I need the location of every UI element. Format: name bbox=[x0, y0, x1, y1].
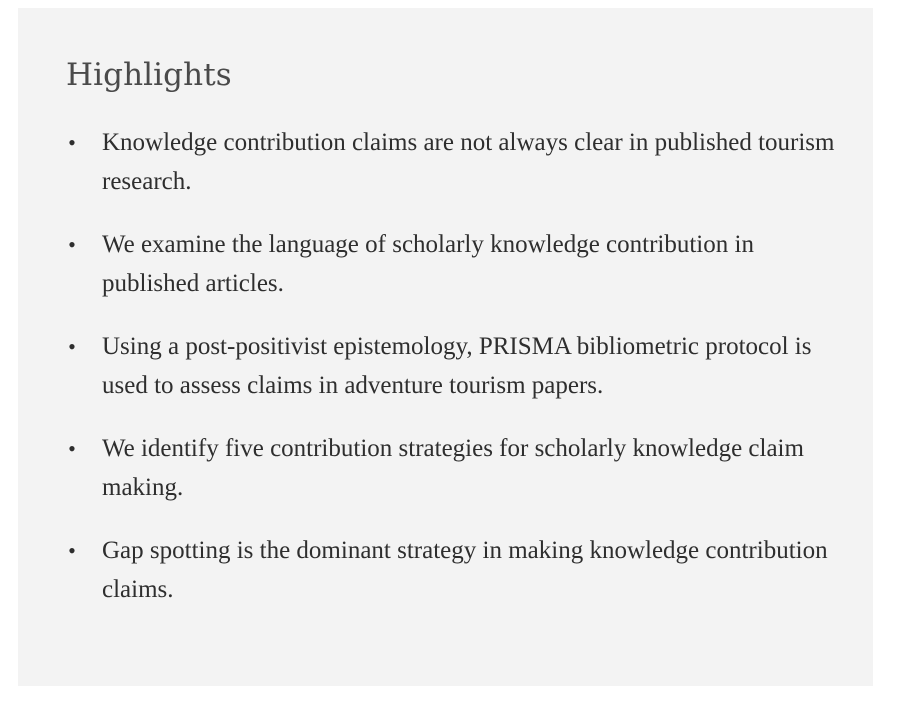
list-item-text: We examine the language of scholarly knowledge contribution in published articles. bbox=[102, 231, 754, 297]
highlights-panel bbox=[18, 8, 873, 686]
list-item-text: We identify five contribution strategies for scholarly knowledge claim making. bbox=[102, 435, 804, 501]
highlights-title: Highlights bbox=[66, 57, 232, 93]
bullet-icon: • bbox=[68, 130, 76, 155]
bullet-icon: • bbox=[68, 232, 76, 257]
bullet-icon: • bbox=[68, 538, 76, 563]
list-item-text: Gap spotting is the dominant strategy in making knowledge contribution claims. bbox=[102, 537, 828, 603]
list-item bbox=[68, 225, 842, 303]
highlights-list bbox=[68, 123, 842, 633]
list-item bbox=[68, 123, 842, 201]
list-item-text: Using a post-positivist epistemology, PRISMA bibliometric protocol is used to assess claims in adventure tourism papers. bbox=[102, 333, 812, 399]
list-item bbox=[68, 429, 842, 507]
list-item bbox=[68, 531, 842, 609]
list-item bbox=[68, 327, 842, 405]
bullet-icon: • bbox=[68, 436, 76, 461]
list-item-text: Knowledge contribution claims are not always clear in published tourism research. bbox=[102, 129, 835, 195]
bullet-icon: • bbox=[68, 334, 76, 359]
